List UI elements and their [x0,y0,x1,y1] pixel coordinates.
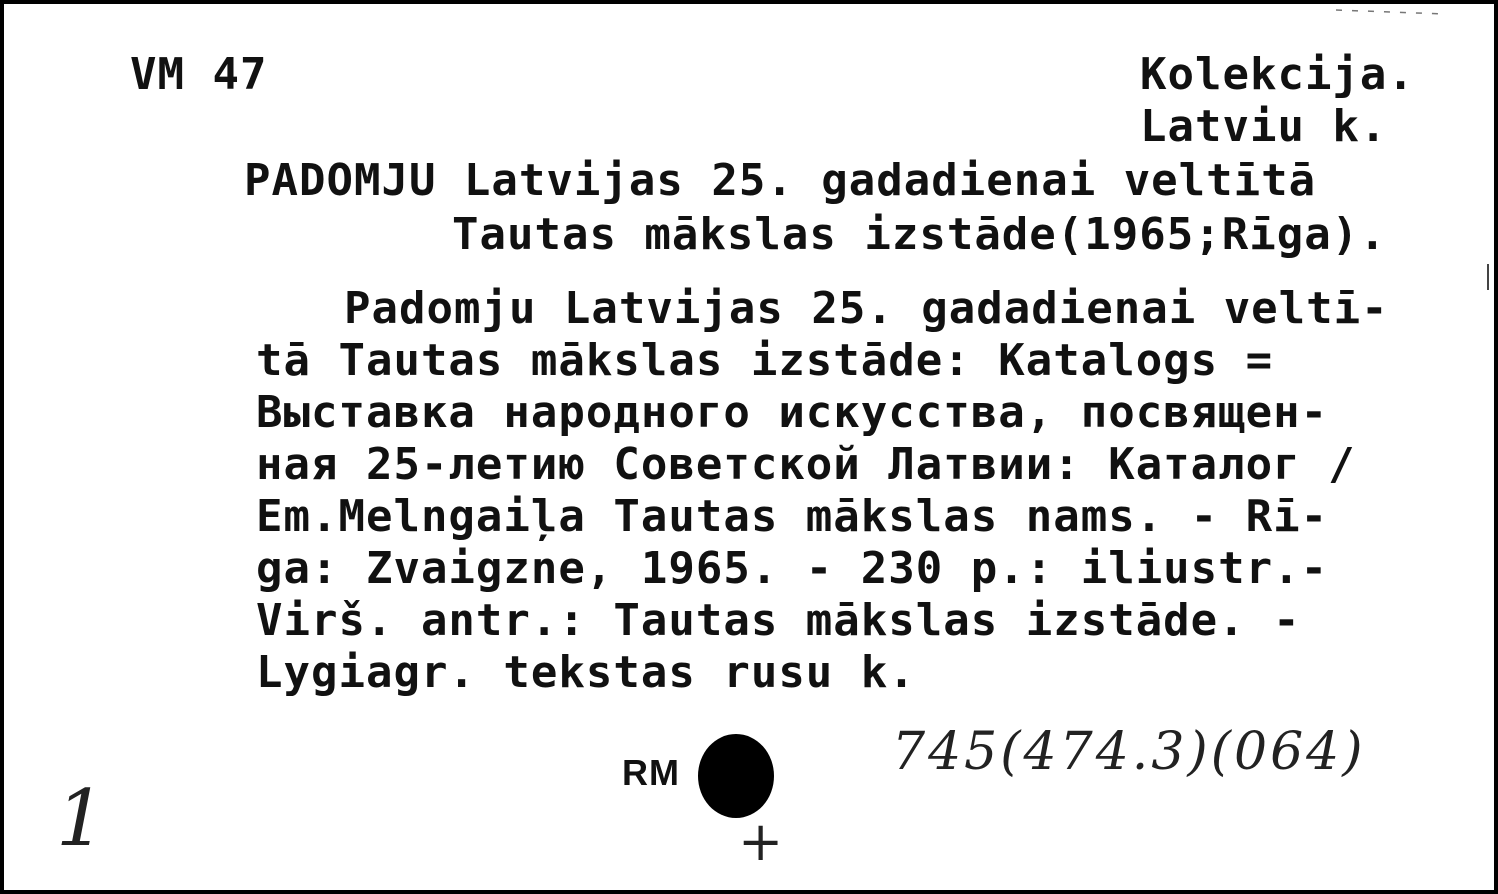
description-line: Padomju Latvijas 25. gadadienai veltī- [344,283,1389,334]
pen-speck-right [1482,264,1494,294]
catalog-card [4,4,1494,890]
description-line: Virš. antr.: Tautas mākslas izstāde. - [256,595,1301,646]
stamp-dot [698,734,774,818]
stamp-label: RM [622,752,680,793]
handwritten-mark: + [738,810,784,873]
heading-line-1: PADOMJU Latvijas 25. gadadienai veltītā [244,155,1317,206]
description-line: ная 25-летию Советской Латвии: Каталог / [256,439,1356,490]
description-line: Выставка народного искусства, посвящен- [256,387,1329,438]
collection-sublabel: Latviu k. [1140,101,1388,152]
call-number: VM 47 [130,49,268,100]
heading-line-2: Tautas mākslas izstāde(1965;Rīga). [452,209,1387,260]
description-line: Em.Melngaiļa Tautas mākslas nams. - Rī- [256,491,1329,542]
description-line: ga: Zvaigzne, 1965. - 230 p.: iliustr.- [256,543,1329,594]
description-line: Lygiagr. tekstas rusu k. [256,647,916,698]
card-number: 1 [56,774,106,864]
collection-label: Kolekcija. [1140,49,1415,100]
description-line: tā Tautas mākslas izstāde: Katalogs = [256,335,1274,386]
classification-number: 745(474.3)(064) [892,722,1366,782]
pen-speck-top [1334,4,1454,20]
